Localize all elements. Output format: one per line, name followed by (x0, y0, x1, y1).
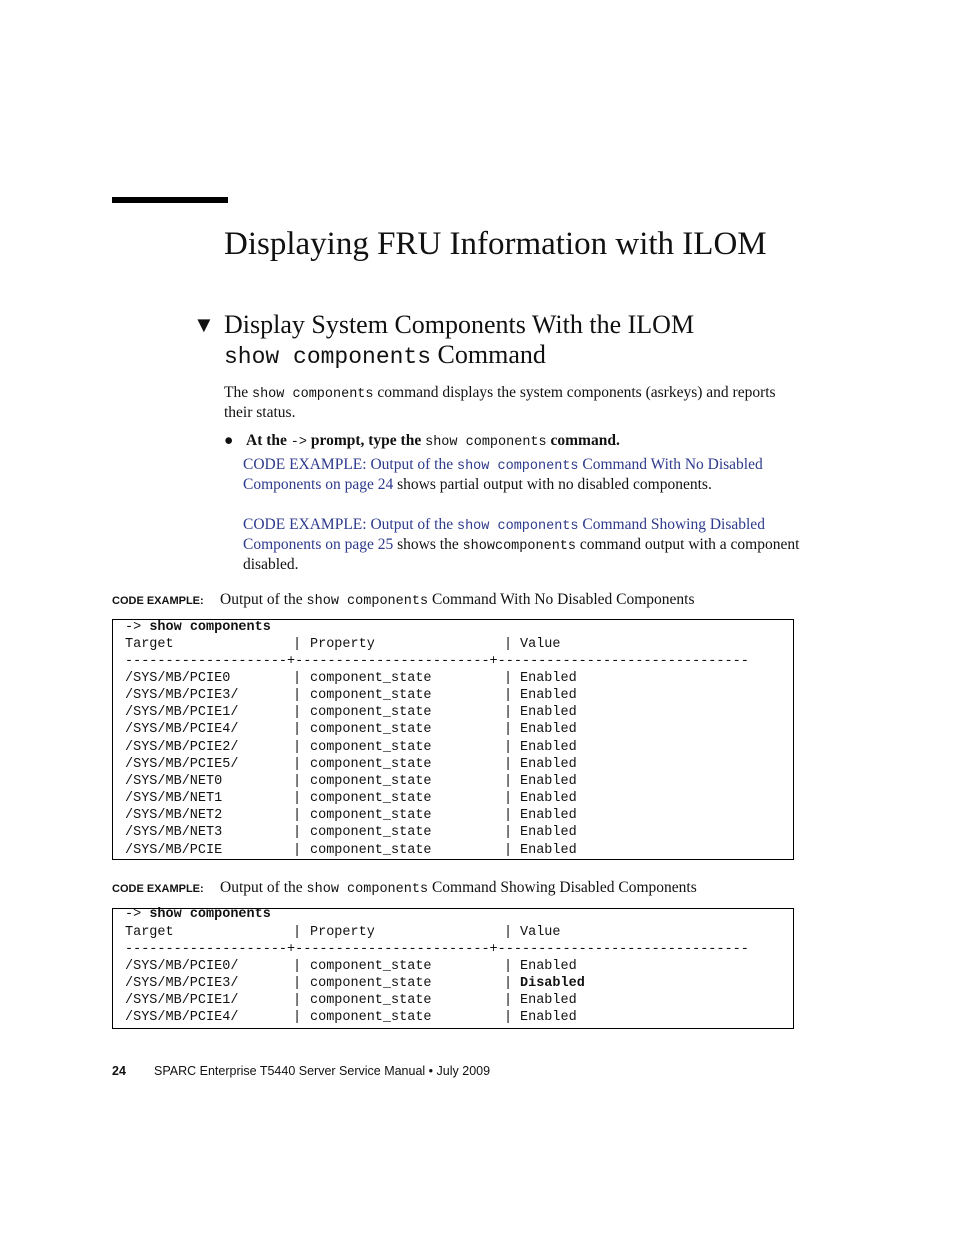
cell-value: Enabled (520, 739, 577, 755)
code-example-1 (112, 619, 794, 860)
cell-property: component_state (310, 993, 432, 1009)
step-code: show components (425, 435, 547, 450)
prompt: -> (125, 620, 142, 635)
cell-target: /SYS/MB/NET3 (125, 825, 223, 841)
header-value: Value (520, 925, 561, 940)
cell-separator: | (293, 993, 302, 1009)
header-sep: | (504, 925, 513, 940)
header-sep: | (504, 637, 513, 652)
cell-separator: | (293, 976, 302, 992)
cell-separator: | (293, 722, 302, 738)
header-property: Property (310, 637, 375, 652)
separator-line: --------------------+------------------------+------------------------------- (125, 942, 749, 957)
xref-1-rest: shows partial output with no disabled components. (393, 476, 712, 493)
xref-link-1-code: show components (456, 459, 579, 474)
xref-2-text-2: command output with a component disabled. (243, 536, 800, 573)
cell-target: /SYS/MB/PCIE0 (125, 671, 231, 686)
cell-separator: | (293, 808, 302, 824)
code-prompt-line (125, 619, 271, 636)
cell-target: /SYS/MB/NET2 (125, 808, 223, 824)
step-item (224, 432, 620, 452)
prompt: -> (125, 907, 142, 922)
cell-target: /SYS/MB/PCIE1/ (125, 993, 239, 1009)
section-title-suffix: Command (437, 340, 546, 369)
cell-property: component_state (310, 722, 432, 738)
caption-code: show components (306, 882, 429, 897)
cell-property: component_state (310, 791, 432, 807)
cell-property: component_state (310, 756, 432, 772)
cell-separator: | (293, 671, 302, 686)
cell-value: Enabled (520, 722, 577, 738)
cell-separator: | (504, 773, 513, 789)
caption-text-1: Output of the (220, 591, 307, 608)
cell-value: Enabled (520, 671, 577, 686)
cell-separator: | (293, 842, 302, 858)
cell-value: Enabled (520, 1010, 577, 1026)
cell-target: /SYS/MB/PCIE (125, 842, 223, 858)
cell-separator: | (293, 756, 302, 772)
cell-separator: | (504, 791, 513, 807)
cell-target: /SYS/MB/PCIE5/ (125, 756, 239, 772)
caption-text-2: Command With No Disabled Components (428, 591, 695, 608)
cell-property: component_state (310, 808, 432, 824)
step-text-3: command. (546, 432, 620, 449)
cell-separator: | (293, 773, 302, 789)
cell-separator: | (504, 993, 513, 1009)
header-target: Target (125, 925, 174, 940)
xref-link-1-text-2: Command With No Disabled Components on page 24 (243, 456, 763, 493)
code-example-2 (112, 908, 794, 1029)
cell-property: component_state (310, 1010, 432, 1026)
intro-paragraph (224, 384, 804, 421)
footer-bullet: • (428, 1064, 434, 1078)
cell-separator: | (504, 722, 513, 738)
header-sep: | (293, 637, 302, 652)
cell-value: Enabled (520, 842, 577, 858)
cell-target: /SYS/MB/NET0 (125, 773, 223, 789)
cell-separator: | (504, 842, 513, 858)
caption-label: CODE EXAMPLE: (112, 883, 204, 895)
cell-separator: | (293, 959, 302, 974)
header-sep: | (293, 925, 302, 940)
intro-text-2: command displays the system components (asrkeys) and reports their status. (224, 384, 776, 421)
cell-separator: | (504, 756, 513, 772)
triangle-marker-icon: ▼ (193, 312, 215, 337)
cell-property: component_state (310, 671, 432, 686)
cell-value: Enabled (520, 773, 577, 789)
cell-target: /SYS/MB/PCIE2/ (125, 739, 239, 755)
intro-code: show components (251, 387, 374, 402)
cell-value: Disabled (520, 976, 585, 992)
header-property: Property (310, 925, 375, 940)
cell-value: Enabled (520, 825, 577, 841)
cell-separator: | (504, 959, 513, 974)
command: show components (149, 620, 271, 635)
cell-value: Enabled (520, 688, 577, 704)
cell-separator: | (293, 825, 302, 841)
chapter-rule (112, 197, 228, 203)
cell-value: Enabled (520, 993, 577, 1009)
xref-paragraph-2 (243, 516, 803, 574)
cell-separator: | (504, 1010, 513, 1026)
command: show components (149, 907, 271, 922)
cell-separator: | (293, 705, 302, 721)
cell-separator: | (504, 825, 513, 841)
cell-value: Enabled (520, 756, 577, 772)
footer-title: SPARC Enterprise T5440 Server Service Manual (154, 1064, 426, 1078)
cell-property: component_state (310, 825, 432, 841)
cell-property: component_state (310, 739, 432, 755)
step-prompt: -> (290, 435, 307, 450)
header-target: Target (125, 637, 174, 652)
footer-date: July 2009 (436, 1064, 491, 1078)
cell-separator: | (504, 688, 513, 704)
cell-value: Enabled (520, 808, 577, 824)
xref-link-2-code: show components (456, 519, 579, 534)
cell-separator: | (293, 739, 302, 755)
cell-value: Enabled (520, 791, 577, 807)
page-number: 24 (112, 1064, 126, 1078)
xref-link-2-text: CODE EXAMPLE: Output of the (243, 516, 457, 533)
separator-line: --------------------+------------------------+------------------------------- (125, 654, 749, 669)
cell-separator: | (293, 1010, 302, 1026)
caption-code: show components (306, 594, 429, 609)
cell-property: component_state (310, 688, 432, 704)
cell-target: /SYS/MB/PCIE4/ (125, 1010, 239, 1026)
cell-value: Enabled (520, 705, 577, 721)
cell-target: /SYS/MB/PCIE3/ (125, 976, 239, 992)
xref-link-1-text: CODE EXAMPLE: Output of the (243, 456, 457, 473)
cell-value: Enabled (520, 959, 577, 974)
page-footer (112, 1063, 490, 1079)
cell-separator: | (504, 739, 513, 755)
header-value: Value (520, 637, 561, 652)
cell-separator: | (293, 791, 302, 807)
chapter-title: Displaying FRU Information with ILOM (224, 226, 767, 262)
section-title-line1: Display System Components With the ILOM (224, 310, 695, 339)
xref-2-code: showcomponents (462, 539, 576, 554)
caption-text-1: Output of the (220, 879, 307, 896)
code-example-1-caption (112, 591, 695, 611)
cell-separator: | (504, 671, 513, 686)
cell-target: /SYS/MB/NET1 (125, 791, 223, 807)
cell-property: component_state (310, 773, 432, 789)
cell-target: /SYS/MB/PCIE1/ (125, 705, 239, 721)
section-title-line2 (224, 340, 546, 372)
cell-property: component_state (310, 976, 432, 992)
cell-separator: | (504, 808, 513, 824)
cell-property: component_state (310, 959, 432, 974)
cell-property: component_state (310, 705, 432, 721)
cell-property: component_state (310, 842, 432, 858)
step-text-2: prompt, type the (306, 432, 426, 449)
cell-target: /SYS/MB/PCIE4/ (125, 722, 239, 738)
xref-paragraph-1 (243, 456, 803, 494)
cell-separator: | (504, 976, 513, 992)
section-title-code: show components (224, 344, 432, 370)
xref-2-text-1: shows the (393, 536, 463, 553)
caption-label: CODE EXAMPLE: (112, 595, 204, 607)
cell-separator: | (504, 705, 513, 721)
xref-link-2-text-2: Command Showing Disabled Components on page 25 (243, 516, 765, 553)
cell-separator: | (293, 688, 302, 704)
intro-text-1: The (224, 384, 252, 401)
bullet-icon: ● (224, 432, 234, 449)
code-prompt-line (125, 906, 271, 923)
caption-text-2: Command Showing Disabled Components (428, 879, 697, 896)
cell-target: /SYS/MB/PCIE3/ (125, 688, 239, 704)
step-text-1: At the (246, 432, 291, 449)
cell-target: /SYS/MB/PCIE0/ (125, 959, 239, 974)
code-example-2-caption (112, 879, 697, 899)
